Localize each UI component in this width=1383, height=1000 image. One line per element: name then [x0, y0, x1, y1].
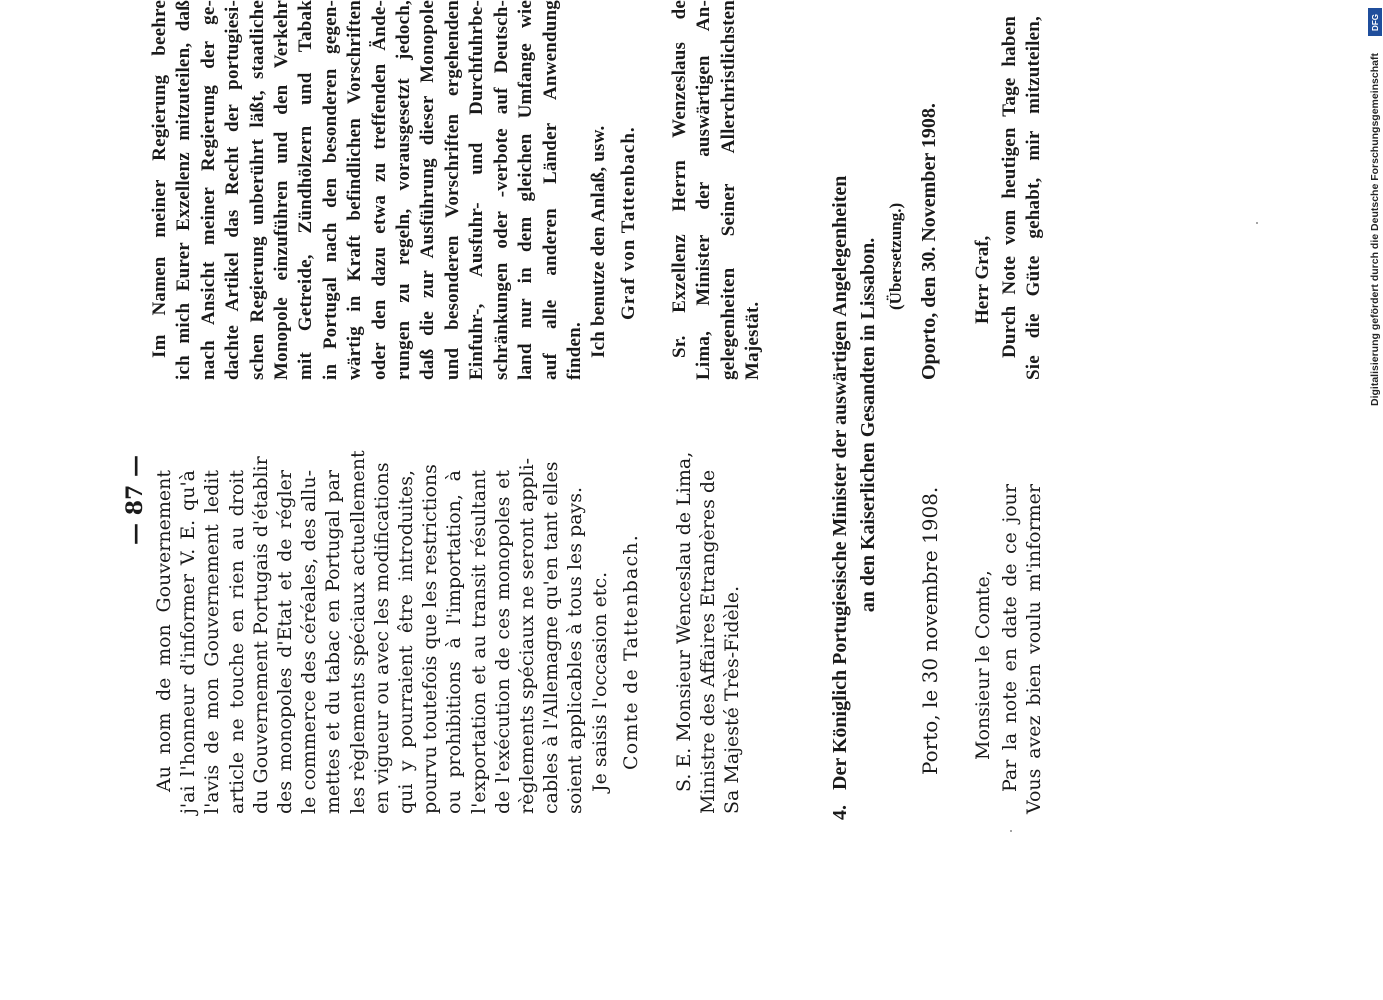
watermark-text: Digitalisierung gefördert durch die Deutsche Forschungsgemeinschaft — [1369, 53, 1381, 406]
text-line: finden. — [563, 322, 585, 380]
text-line: Vous avez bien voulu m'informer — [1023, 484, 1046, 814]
text-line: wärtig in Kraft befindlichen Vorschriften — [344, 0, 366, 380]
text-line: ich mich Eurer Exzellenz mitzuteilen, daß — [173, 0, 195, 380]
text-line: l'avis de mon Gouvernement ledit — [201, 470, 224, 814]
text-line: Ich benutze den Anlaß, usw. — [588, 125, 610, 358]
speck — [1256, 222, 1258, 224]
text-line: en vigueur ou avec les modifications — [370, 462, 393, 814]
french-signature: Comte de Tattenbach. — [620, 533, 642, 770]
text-line: Au nom de mon Gouvernement — [153, 470, 175, 792]
german-body — [148, 0, 612, 380]
text-line: Einfuhr-, Ausfuhr- und Durchfuhrbe- — [466, 0, 488, 380]
text-line: article ne touche en rien au droit — [225, 470, 248, 814]
text-line: in Portugal nach den besonderen gegen- — [319, 0, 341, 380]
text-line: soient applicables à tous les pays. — [564, 486, 587, 814]
french-salutation: Monsieur le Comte, — [972, 570, 994, 760]
text-line: daß die zur Ausführung dieser Monopole — [417, 0, 439, 380]
text-line: Sie die Güte gehabt, mir mitzuteilen, — [1023, 16, 1045, 380]
text-line: auf alle anderen Länder Anwendung — [539, 0, 561, 380]
text-line: dachte Artikel das Recht der portugiesi- — [222, 0, 244, 380]
text-line: Monopole einzuführen und den Verkehr — [271, 0, 293, 380]
dfg-logo: DFG — [1368, 8, 1382, 36]
text-line: Durch Note vom heutigen Tage haben — [999, 16, 1020, 358]
text-line: Lima, Minister der auswärtigen An- — [693, 0, 715, 380]
german-signature: Graf von Tattenbach. — [618, 126, 639, 320]
text-line: und besonderen Vorschriften ergehenden — [441, 0, 463, 380]
text-line: mettes et du tabac en Portugal par — [322, 470, 345, 814]
text-line: de l'exécution de ces monopoles et — [491, 470, 514, 814]
text-line: mit Getreide, Zündhölzern und Tabak — [295, 0, 317, 380]
french-body — [152, 450, 612, 814]
text-line: les règlements spéciaux actuellement — [346, 450, 369, 814]
text-line: Je saisis l'occasion etc. — [588, 571, 611, 792]
text-line: des monopoles d'Etat et de régler — [274, 470, 297, 814]
watermark — [1368, 8, 1383, 406]
text-line: S. E. Monsieur Wenceslau de Lima, — [673, 451, 695, 792]
german-addressee — [668, 0, 766, 380]
text-line: Sr. Exzellenz Herrn Wenzeslaus de — [669, 0, 690, 358]
section-heading-line2: an den Kaiserlichen Gesandten in Lissabon. — [857, 237, 879, 613]
text-line: ou prohibitions à l'importation, à — [443, 470, 466, 814]
text-line: qui y pourraient être introduites, — [395, 470, 418, 814]
text-line: j'ai l'honneur d'informer V. E. qu'à — [177, 470, 200, 814]
german-closing — [998, 16, 1047, 380]
text-line: le commerce des céréales, des allu- — [298, 470, 321, 814]
german-salutation: Herr Graf, — [972, 235, 993, 324]
french-addressee — [672, 451, 745, 814]
text-line: du Gouvernement Portugais d'établir — [249, 456, 272, 814]
text-line: oder den dazu etwa zu treffenden Ände- — [368, 0, 390, 380]
text-line: Im Namen meiner Regierung beehre — [149, 0, 170, 358]
section-number: 4. — [829, 805, 851, 820]
french-closing — [998, 484, 1046, 814]
text-line: schränkungen oder -verbote auf Deutsch- — [490, 0, 512, 380]
text-line: l'exportation et au transit résultant — [467, 470, 490, 814]
text-line: schen Regierung unberührt läßt, staatliche — [246, 0, 268, 380]
text-line: nach Ansicht meiner Regierung der ge- — [197, 0, 219, 380]
page-number: — 87 — — [122, 455, 148, 545]
text-line: règlements spéciaux ne seront appli- — [516, 457, 539, 814]
text-line: Ministre des Affaires Etrangères de — [697, 469, 720, 814]
text-line: Sa Majesté Très-Fidèle. — [721, 585, 744, 814]
translation-note: (Übersetzung.) — [886, 202, 905, 310]
section-heading — [826, 60, 882, 820]
text-line: rungen zu regeln, vorausgesetzt jedoch, — [393, 0, 415, 380]
text-line: Par la note en date de ce jour — [999, 484, 1021, 792]
section-heading-line1: Der Königlich Portugiesische Minister der auswärtigen Angelegenheiten — [829, 175, 851, 790]
speck — [1010, 830, 1012, 832]
german-place-date: Oporto, den 30. November 1908. — [918, 103, 940, 380]
french-place-date: Porto, le 30 novembre 1908. — [918, 486, 942, 775]
text-line: gelegenheiten Seiner Allerchristlichsten — [717, 0, 739, 380]
text-line: pourvu toutefois que les restrictions — [419, 464, 442, 814]
text-line: cables à l'Allemagne qu'en tant elles — [540, 461, 563, 814]
text-line: land nur in dem gleichen Umfange wie — [515, 0, 537, 380]
text-line: Majestät. — [742, 301, 764, 380]
